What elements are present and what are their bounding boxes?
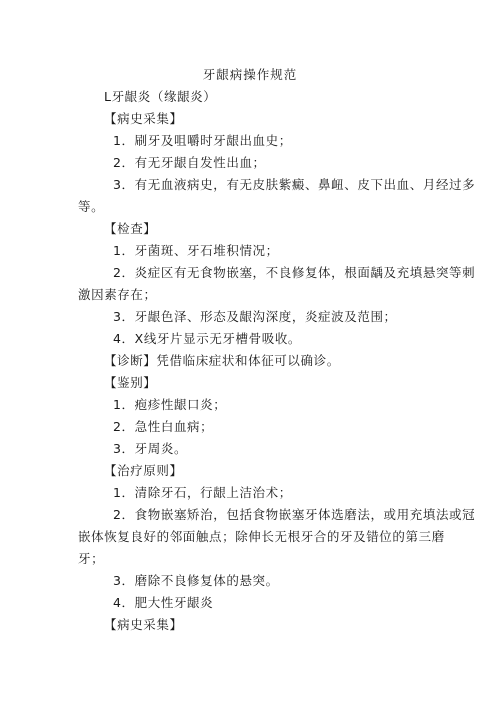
heading-differential: 【鉴别】: [104, 375, 157, 390]
text-line: 2．急性白血病；: [113, 419, 214, 434]
text-line: 3．有无血液病史，有无皮肤紫癜、鼻衄、皮下出血、月经过多: [113, 177, 476, 192]
document-title: 牙龈病操作规范: [202, 67, 298, 82]
text-line: 1．疱疹性龈口炎；: [113, 397, 227, 412]
text-line: 嵌体恢复良好的邻面触点；除伸长无根牙合的牙及错位的第三磨: [78, 529, 445, 544]
heading-history: 【病史采集】: [104, 111, 183, 126]
section-heading-hypertrophic: 4．肥大性牙龈炎: [113, 595, 214, 610]
text-line: 1．牙菌斑、牙石堆积情况；: [113, 243, 279, 258]
text-line: 1．清除牙石，行龈上洁治术；: [113, 485, 292, 500]
text-line: 激因素存在；: [78, 287, 157, 302]
heading-history: 【病史采集】: [104, 617, 183, 632]
text-line: 4．X线牙片显示无牙槽骨吸收。: [113, 331, 302, 346]
text-line: 1．刷牙及咀嚼时牙龈出血史；: [113, 133, 292, 148]
text-line: 等。: [78, 199, 105, 214]
text-line: 3．牙周炎。: [113, 441, 188, 456]
section-heading-gingivitis: L牙龈炎（缘龈炎）: [104, 89, 217, 104]
text-line: 2．有无牙龈自发性出血；: [113, 155, 266, 170]
heading-treatment: 【治疗原则】: [104, 463, 183, 478]
heading-diagnosis: 【诊断】凭借临床症状和体征可以确诊。: [104, 353, 340, 368]
text-line: 牙；: [78, 551, 105, 566]
text-line: 2．炎症区有无食物嵌塞，不良修复体，根面龋及充填悬突等刺: [113, 265, 476, 280]
heading-exam: 【检查】: [104, 221, 157, 236]
text-line: 2．食物嵌塞矫治，包括食物嵌塞牙体选磨法，或用充填法或冠: [113, 507, 476, 522]
text-line: 3．磨除不良修复体的悬突。: [113, 573, 279, 588]
text-line: 3．牙龈色泽、形态及龈沟深度，炎症波及范围；: [113, 309, 397, 324]
